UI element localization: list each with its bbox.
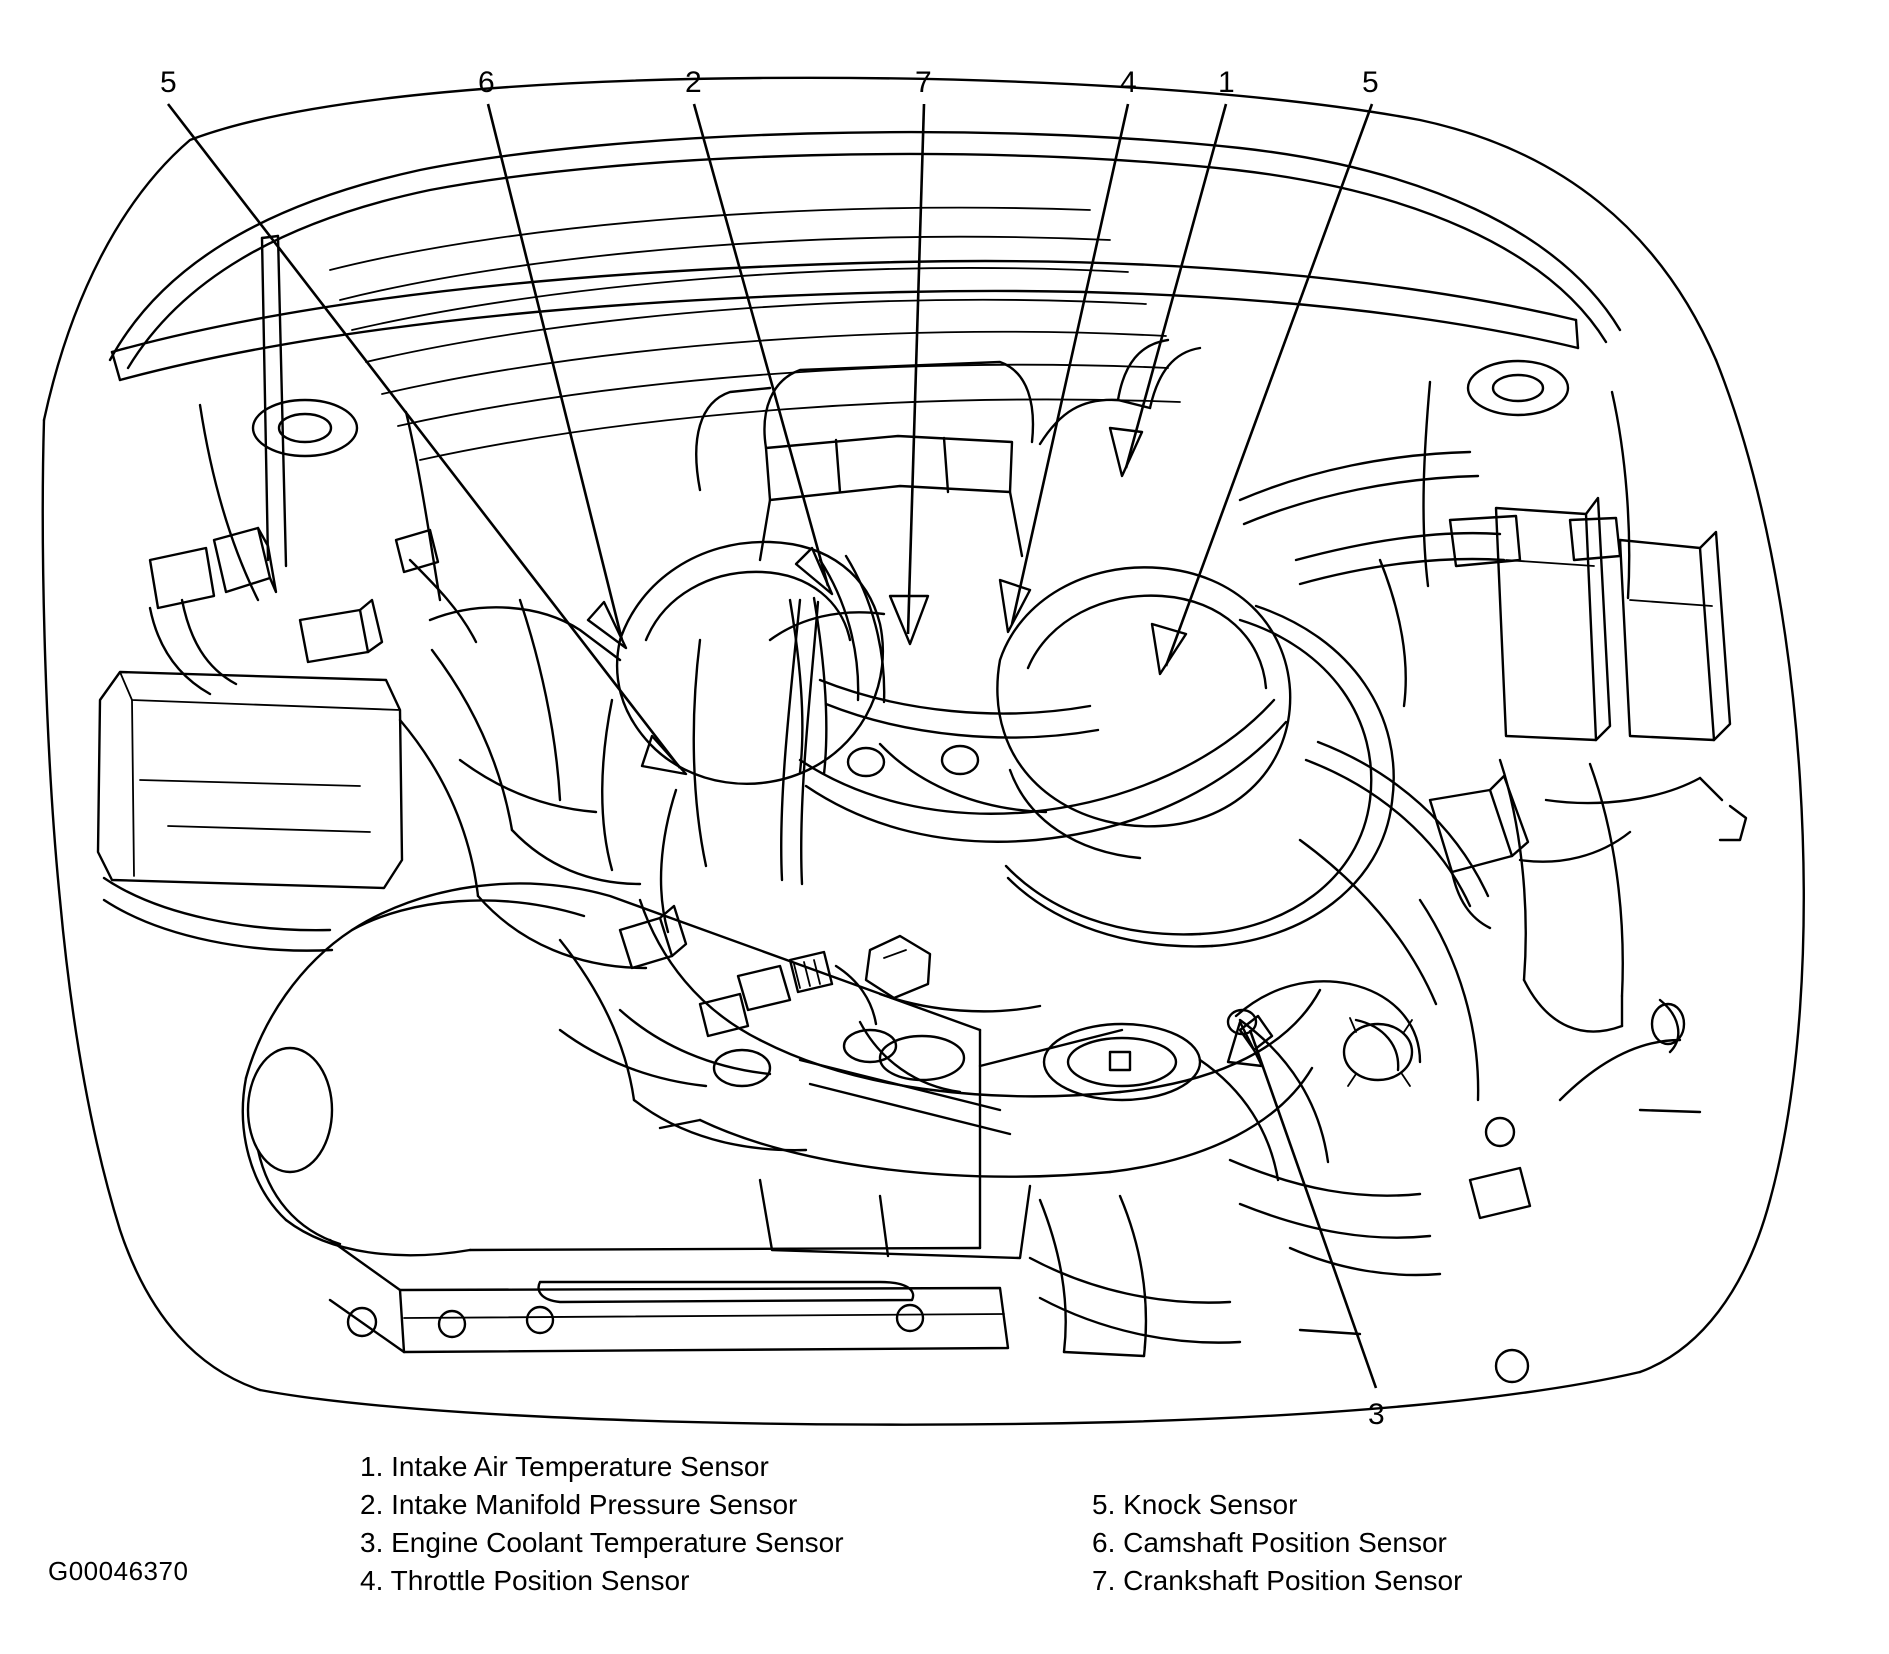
callout-number-3: 3	[1368, 1398, 1385, 1431]
callout-number-4: 4	[1120, 66, 1137, 99]
callout-number-6: 6	[478, 66, 495, 99]
callout-number-5-left: 5	[160, 66, 177, 99]
legend-item-4: 4. Throttle Position Sensor	[360, 1565, 690, 1596]
legend-item-5: 5. Knock Sensor	[1092, 1489, 1298, 1520]
figure-code: G00046370	[48, 1556, 189, 1586]
legend-item-1: 1. Intake Air Temperature Sensor	[360, 1451, 769, 1482]
legend-item-3: 3. Engine Coolant Temperature Sensor	[360, 1527, 844, 1558]
callout-number-1: 1	[1218, 66, 1235, 99]
callout-number-2: 2	[685, 66, 702, 99]
legend-left-column	[360, 1448, 844, 1600]
legend-item-6: 6. Camshaft Position Sensor	[1092, 1527, 1447, 1558]
legend-item-7: 7. Crankshaft Position Sensor	[1092, 1565, 1463, 1596]
legend-right-column	[1092, 1486, 1462, 1600]
callout-number-5-right: 5	[1362, 66, 1379, 99]
legend-item-2: 2. Intake Manifold Pressure Sensor	[360, 1489, 798, 1520]
callout-number-7: 7	[915, 66, 932, 99]
